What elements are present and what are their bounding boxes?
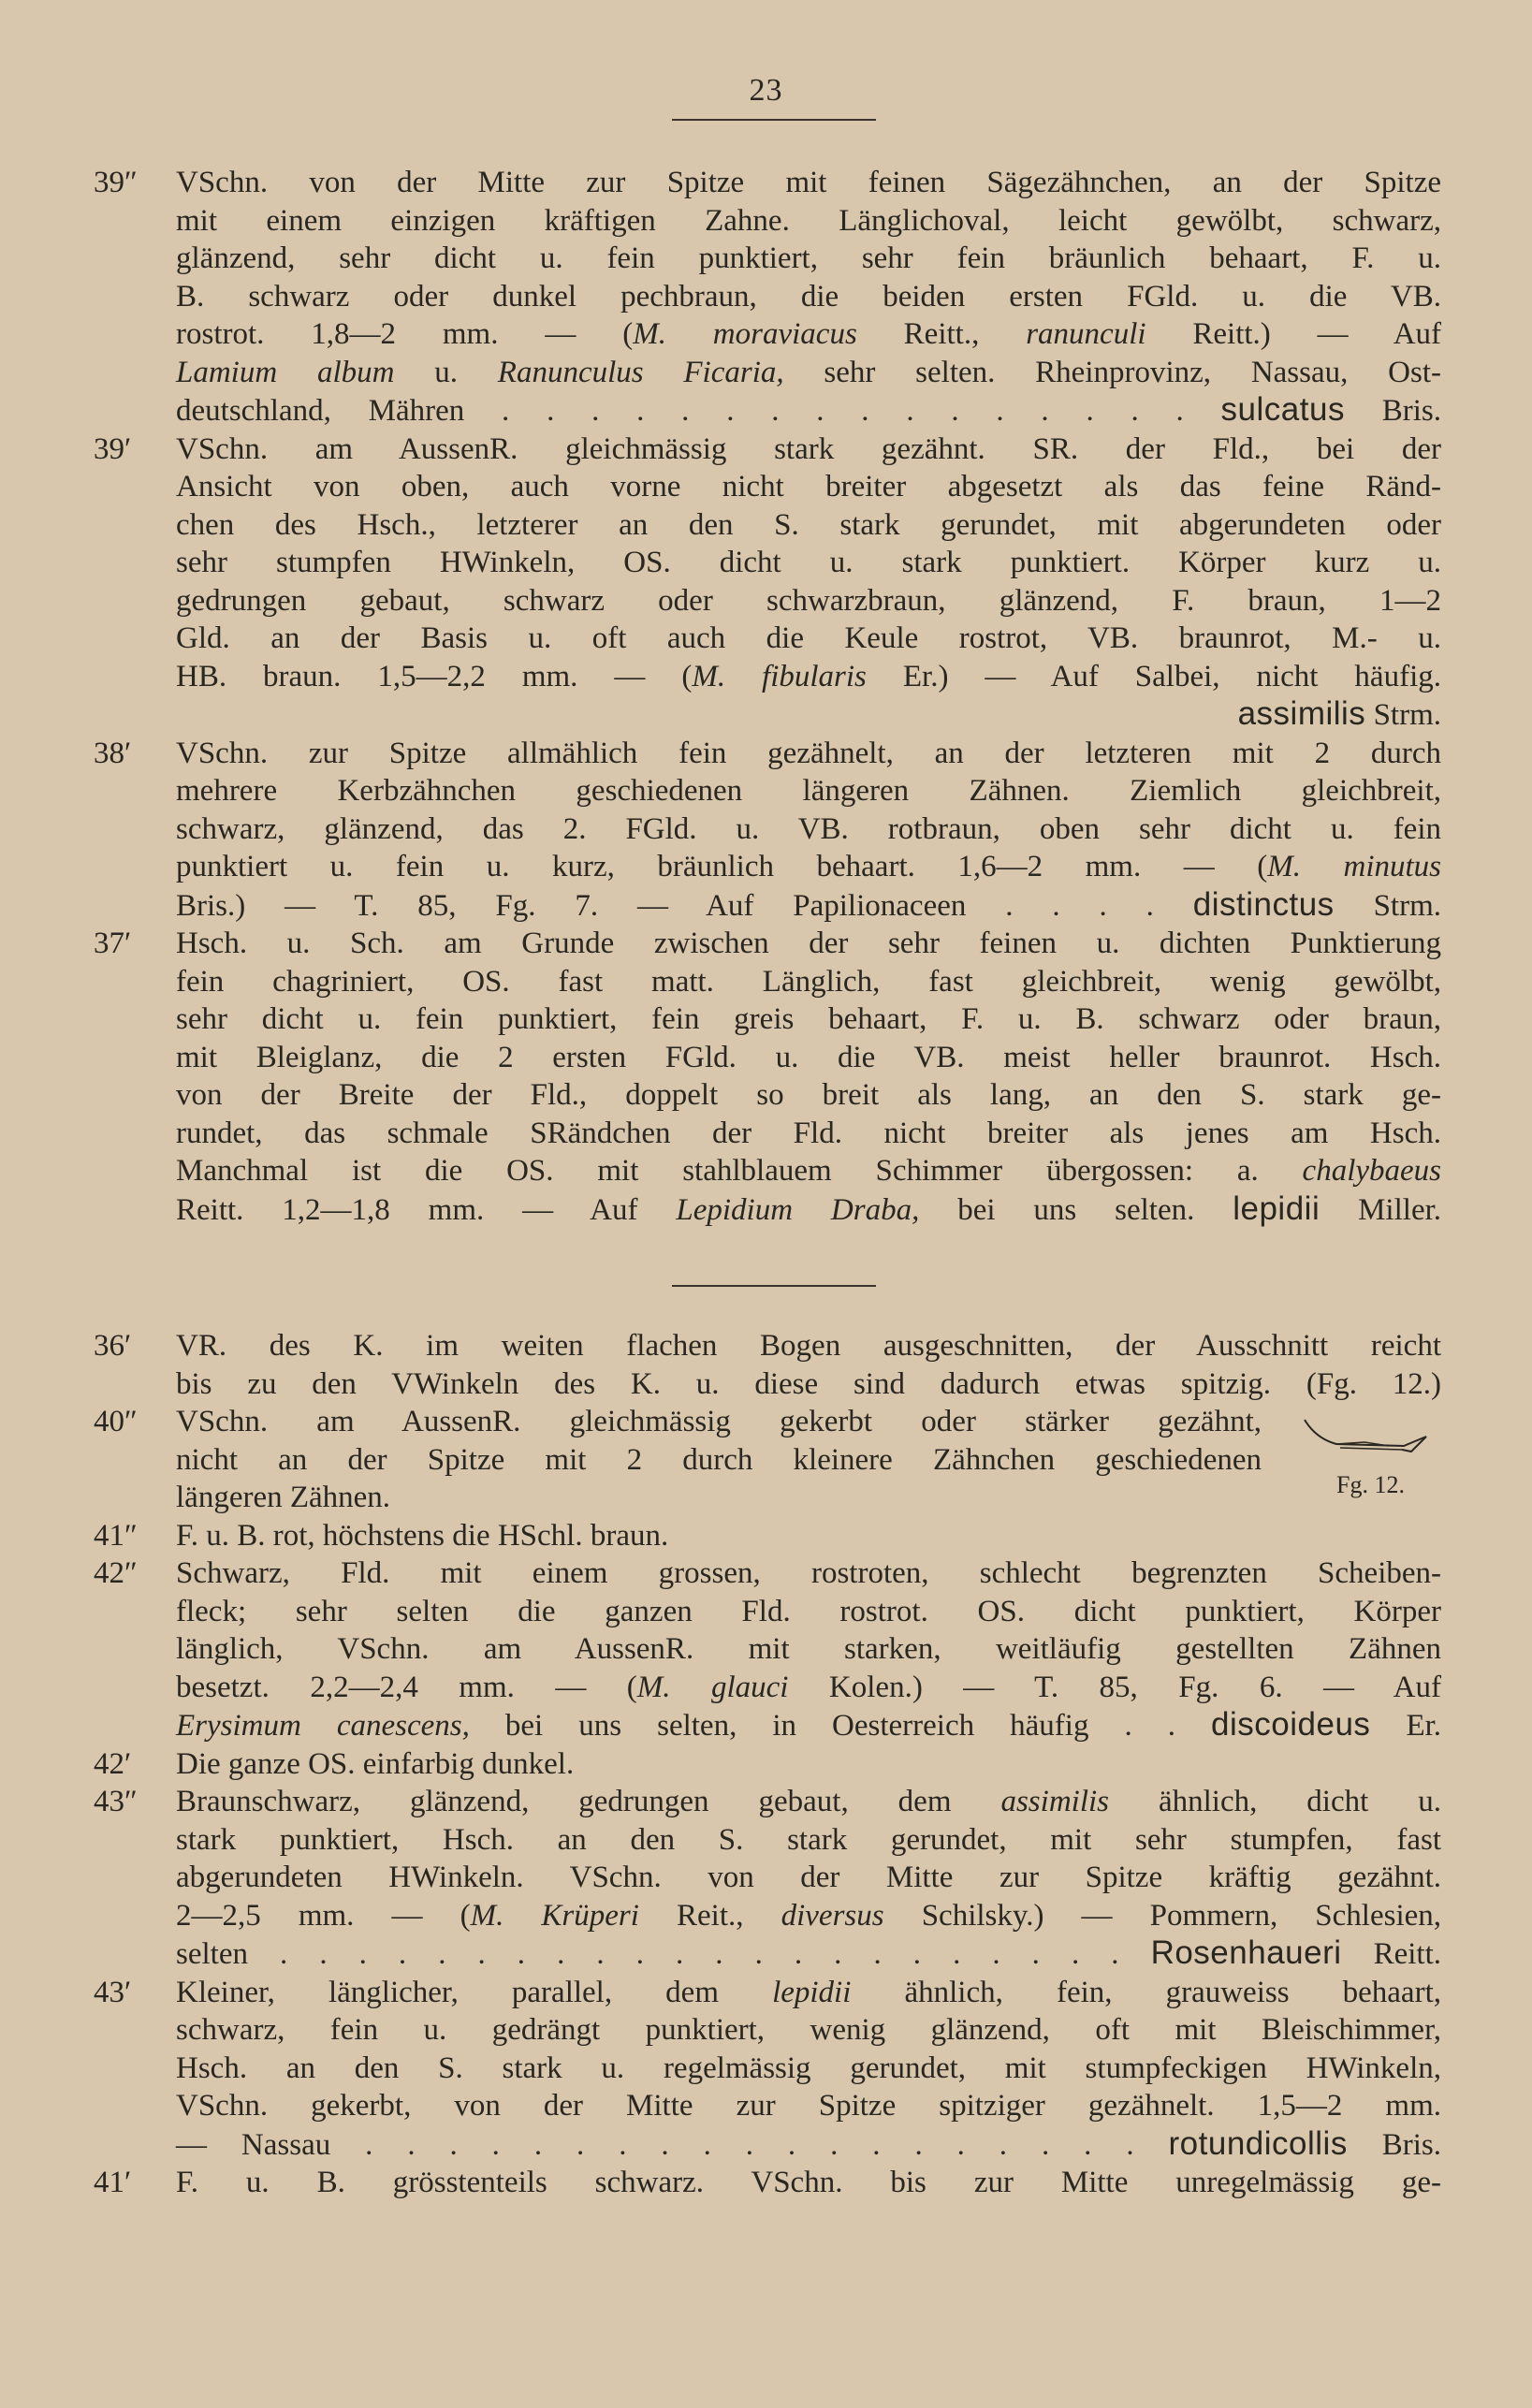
text-line: nicht an der Spitze mit 2 durch kleinere Zähnchen geschiedenen xyxy=(176,1442,1262,1477)
entry-41-prime xyxy=(94,2164,1441,2202)
entry-number: 42″ xyxy=(94,1556,138,1590)
entry-number: 36′ xyxy=(94,1329,132,1363)
entries-block-1 xyxy=(94,164,1441,1229)
text-line: Hsch. u. Sch. am Grunde zwischen der sehr feinen u. dichten Punktierung xyxy=(176,927,1441,960)
text-line: Kleiner, länglicher, parallel, dem lepidii ähnlich, fein, grauweiss behaart, xyxy=(176,1975,1441,2009)
text-line: F. u. B. rot, höchstens die HSchl. braun. xyxy=(176,1518,669,1553)
text-line: von der Breite der Fld., doppelt so breit als lang, an den S. stark ge- xyxy=(176,1078,1441,1112)
text-line: VSchn. von der Mitte zur Spitze mit feinen Sägezähnchen, an der Spitze xyxy=(176,166,1441,199)
header-rule xyxy=(672,119,876,121)
text-line: B. schwarz oder dunkel pechbraun, die beiden ersten FGld. u. die VB. xyxy=(176,279,1441,314)
text-line: Die ganze OS. einfarbig dunkel. xyxy=(176,1746,575,1781)
species-name: lepidii xyxy=(1233,1189,1320,1227)
text-line: schwarz, fein u. gedrängt punktiert, wenig glänzend, oft mit Bleischimmer, xyxy=(176,2013,1441,2047)
text-line: — Nassau . . . . . . . . . . . . . . . . . . . rotundicollis Bris. xyxy=(176,2124,1442,2162)
text-line: selten . . . . . . . . . . . . . . . . . . . . . . Rosenhaueri Reitt. xyxy=(176,1934,1441,1971)
text-line: fein chagriniert, OS. fast matt. Länglich, fast gleichbreit, wenig gewölbt, xyxy=(176,964,1441,999)
species-name: rotundicollis xyxy=(1168,2124,1348,2162)
text-line: 2—2,5 mm. — (M. Krüperi Reit., diversus Schilsky.) — Pommern, Schlesien, xyxy=(176,1898,1442,1933)
entry-number: 37′ xyxy=(94,927,132,960)
text-line: VSchn. zur Spitze allmählich fein gezähnelt, an der letzteren mit 2 durch xyxy=(176,736,1441,770)
entry-number: 39′ xyxy=(94,431,132,466)
species-name: assimilis xyxy=(1237,695,1366,732)
mandible-figure-icon xyxy=(1299,1408,1439,1465)
text-line: VSchn. am AussenR. gleichmässig gekerbt oder stärker gezähnt, xyxy=(176,1405,1262,1438)
text-line: HB. braun. 1,5—2,2 mm. — (M. fibularis Er.) — Auf Salbei, nicht häufig. xyxy=(176,659,1441,693)
text-line: deutschland, Mähren . . . . . . . . . . . . . . . . sulcatus Bris. xyxy=(176,391,1441,428)
text-line: VSchn. gekerbt, von der Mitte zur Spitze spitziger gezähnelt. 1,5—2 mm. xyxy=(176,2089,1441,2123)
text-line: abgerundeten HWinkeln. VSchn. von der Mitte zur Spitze kräftig gezähnt. xyxy=(176,1861,1441,1894)
entry-38-prime xyxy=(94,735,1441,926)
entry-41-double-prime xyxy=(94,1517,1441,1555)
text-line: besetzt. 2,2—2,4 mm. — (M. glauci Kolen.) — T. 85, Fg. 6. — Auf xyxy=(176,1670,1441,1704)
species-name: discoideus xyxy=(1211,1706,1371,1743)
entry-37-prime xyxy=(94,925,1441,1229)
text-line: Erysimum canescens, bei uns selten, in Oesterreich häufig . . discoideus Er. xyxy=(176,1706,1442,1743)
entry-number: 39″ xyxy=(94,166,138,199)
section-rule xyxy=(672,1285,876,1287)
text-line: Braunschwarz, glänzend, gedrungen gebaut, dem assimilis ähnlich, dicht u. xyxy=(176,1785,1442,1818)
entry-number: 43′ xyxy=(94,1975,132,2009)
species-name: sulcatus xyxy=(1220,391,1345,428)
species-name: Rosenhaueri xyxy=(1150,1934,1342,1971)
text-line: assimilis Strm. xyxy=(1237,695,1441,732)
text-line: Hsch. an den S. stark u. regelmässig gerundet, mit stumpfeckigen HWinkeln, xyxy=(176,2050,1441,2085)
entry-number: 41″ xyxy=(94,1518,138,1553)
entry-number: 41′ xyxy=(94,2166,132,2199)
text-line: gedrungen gebaut, schwarz oder schwarzbraun, glänzend, F. braun, 1—2 xyxy=(176,583,1441,618)
entry-42-double-prime xyxy=(94,1554,1441,1745)
text-line: Schwarz, Fld. mit einem grossen, rostroten, schlecht begrenzten Scheiben- xyxy=(176,1556,1441,1590)
entry-number: 43″ xyxy=(94,1785,138,1818)
text-line: Ansicht von oben, auch vorne nicht breiter abgesetzt als das feine Ränd- xyxy=(176,470,1441,503)
text-line: längeren Zähnen. xyxy=(176,1481,391,1514)
entry-39-prime xyxy=(94,431,1441,735)
text-line: fleck; sehr selten die ganzen Fld. rostrot. OS. dicht punktiert, Körper xyxy=(176,1594,1441,1628)
text-line: glänzend, sehr dicht u. fein punktiert, sehr fein bräunlich behaart, F. u. xyxy=(176,241,1441,275)
text-line: Reitt. 1,2—1,8 mm. — Auf Lepidium Draba, bei uns selten. lepidii Miller. xyxy=(176,1189,1442,1227)
figure-caption: Fg. 12. xyxy=(1336,1471,1405,1498)
text-line: länglich, VSchn. am AussenR. mit starken, weitläufig gestellten Zähnen xyxy=(176,1632,1441,1666)
entry-number: 40″ xyxy=(94,1405,138,1438)
text-line: chen des Hsch., letzterer an den S. stark gerundet, mit abgerundeten oder xyxy=(176,507,1441,542)
text-line: VR. des K. im weiten flachen Bogen ausgeschnitten, der Ausschnitt reicht xyxy=(176,1329,1441,1363)
species-name: distinctus xyxy=(1192,885,1335,923)
text-line: stark punktiert, Hsch. an den S. stark gerundet, mit sehr stumpfen, fast xyxy=(176,1822,1441,1857)
entries-block-2 xyxy=(94,1327,1441,2202)
entry-number: 42′ xyxy=(94,1746,132,1781)
page-number: 23 xyxy=(749,73,783,108)
text-line: Lamium album u. Ranunculus Ficaria, sehr selten. Rheinprovinz, Nassau, Ost- xyxy=(176,355,1441,389)
text-line: mehrere Kerbzähnchen geschiedenen längeren Zähnen. Ziemlich gleichbreit, xyxy=(176,774,1441,808)
entry-number: 38′ xyxy=(94,736,132,770)
entry-43-prime xyxy=(94,1974,1441,2165)
entry-40-double-prime xyxy=(94,1403,1441,1517)
text-line: bis zu den VWinkeln des K. u. diese sind dadurch etwas spitzig. (Fg. 12.) xyxy=(176,1366,1441,1401)
text-line: sehr stumpfen HWinkeln, OS. dicht u. stark punktiert. Körper kurz u. xyxy=(176,546,1441,579)
entry-36-prime xyxy=(94,1327,1441,1403)
entry-42-prime xyxy=(94,1745,1441,1784)
text-line: mit einem einzigen kräftigen Zahne. Länglichoval, leicht gewölbt, schwarz, xyxy=(176,203,1441,238)
text-line: rundet, das schmale SRändchen der Fld. nicht breiter als jenes am Hsch. xyxy=(176,1116,1441,1150)
entry-43-double-prime xyxy=(94,1783,1441,1974)
text-line: Gld. an der Basis u. oft auch die Keule rostrot, VB. braunrot, M.- u. xyxy=(176,621,1441,655)
text-line: schwarz, glänzend, das 2. FGld. u. VB. rotbraun, oben sehr dicht u. fein xyxy=(176,811,1441,846)
text-line: punktiert u. fein u. kurz, bräunlich behaart. 1,6—2 mm. — (M. minutus xyxy=(176,850,1441,883)
text-line: rostrot. 1,8—2 mm. — (M. moraviacus Reitt., ranunculi Reitt.) — Auf xyxy=(176,317,1442,351)
text-line: mit Bleiglanz, die 2 ersten FGld. u. die VB. meist heller braunrot. Hsch. xyxy=(176,1040,1441,1074)
text-line: Manchmal ist die OS. mit stahlblauem Schimmer übergossen: a. chalybaeus xyxy=(176,1154,1441,1188)
text-line: F. u. B. grösstenteils schwarz. VSchn. bis zur Mitte unregelmässig ge- xyxy=(176,2166,1441,2199)
figure-12 xyxy=(1299,1408,1458,1511)
text-line: VSchn. am AussenR. gleichmässig stark gezähnt. SR. der Fld., bei der xyxy=(176,431,1441,466)
entry-39-double-prime xyxy=(94,164,1441,431)
text-line: sehr dicht u. fein punktiert, fein greis behaart, F. u. B. schwarz oder braun, xyxy=(176,1002,1441,1036)
text-line: Bris.) — T. 85, Fg. 7. — Auf Papilionaceen . . . . distinctus Strm. xyxy=(176,885,1441,923)
